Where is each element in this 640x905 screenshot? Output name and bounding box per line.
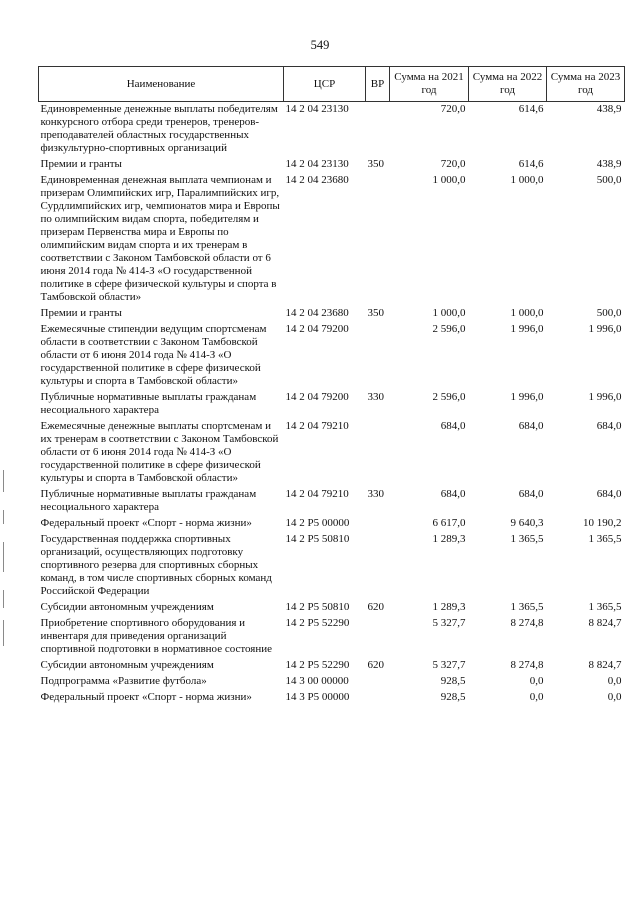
cell-sum-2022: 684,0 xyxy=(518,420,544,432)
cell-name: Публичные нормативные выплаты гражданам несоциального характера xyxy=(40,488,257,513)
cell-sum-2021: 1 000,0 xyxy=(432,307,466,319)
cell-csr: 14 2 04 23130 xyxy=(285,158,349,170)
cell-sum-2023: 0,0 xyxy=(607,675,622,687)
cell-sum-2021: 684,0 xyxy=(440,420,466,432)
cell-sum-2023: 684,0 xyxy=(596,420,622,432)
cell-name: Субсидии автономным учреждениям xyxy=(40,601,214,613)
header-vr: ВР xyxy=(366,67,390,102)
cell-sum-2022: 1 000,0 xyxy=(510,174,544,186)
header-csr: ЦСР xyxy=(284,67,366,102)
header-name: Наименование xyxy=(39,67,284,102)
cell-sum-2023: 1 996,0 xyxy=(588,323,622,335)
cell-vr xyxy=(366,322,390,390)
cell-csr: 14 2 04 23680 xyxy=(285,307,349,319)
cell-name: Федеральный проект «Спорт - норма жизни» xyxy=(40,691,252,703)
table-row xyxy=(39,419,625,487)
scan-margin-marks xyxy=(3,470,5,650)
cell-sum-2021: 928,5 xyxy=(440,675,466,687)
cell-sum-2021: 720,0 xyxy=(440,158,466,170)
cell-sum-2023: 0,0 xyxy=(607,691,622,703)
cell-sum-2022: 1 996,0 xyxy=(510,323,544,335)
cell-sum-2023: 8 824,7 xyxy=(588,659,622,671)
table-row xyxy=(39,306,625,322)
cell-sum-2022: 1 000,0 xyxy=(510,307,544,319)
cell-name: Премии и гранты xyxy=(40,307,122,319)
table-row xyxy=(39,532,625,600)
cell-vr xyxy=(366,690,390,706)
table-row xyxy=(39,658,625,674)
page-number: 549 xyxy=(310,38,330,52)
table-row xyxy=(39,674,625,690)
cell-name: Единовременные денежные выплаты победителям конкурсного отбора среди тренеров, тренеров-преподавателей областных государственных физкультурно-спортивных организаций xyxy=(40,103,278,154)
cell-csr: 14 2 P5 52290 xyxy=(285,659,350,671)
cell-csr: 14 2 04 79210 xyxy=(285,488,349,500)
cell-sum-2021: 684,0 xyxy=(440,488,466,500)
cell-sum-2023: 1 365,5 xyxy=(588,533,622,545)
cell-sum-2021: 6 617,0 xyxy=(432,517,466,529)
cell-vr xyxy=(366,102,390,158)
cell-sum-2023: 438,9 xyxy=(596,103,622,115)
cell-sum-2022: 8 274,8 xyxy=(510,617,544,629)
cell-name: Единовременная денежная выплата чемпионам и призерам Олимпийских игр, Паралимпийских игр, Сурдлимпийских игр, чемпионатов мира и Европы по олимпийским видам спорта, победителям и призерам Первенства мира и Европы по олимпийским видам спорта и их тренерам в соответствии с Законом Тамбовской области от 6 июня 2014 года № 414-З «О государственной политике в сфере физической культуры и спорта в Тамбовской области» xyxy=(40,174,280,303)
cell-csr: 14 2 04 79200 xyxy=(285,391,349,403)
cell-sum-2022: 1 996,0 xyxy=(510,391,544,403)
cell-sum-2023: 500,0 xyxy=(596,174,622,186)
cell-sum-2021: 1 289,3 xyxy=(432,533,466,545)
header-sum-2021: Сумма на 2021 год xyxy=(390,67,469,102)
cell-sum-2023: 8 824,7 xyxy=(588,617,622,629)
cell-sum-2021: 5 327,7 xyxy=(432,659,466,671)
cell-sum-2022: 0,0 xyxy=(529,691,544,703)
cell-vr xyxy=(366,532,390,600)
cell-vr: 350 xyxy=(367,307,384,319)
cell-vr xyxy=(366,616,390,658)
cell-vr: 620 xyxy=(367,659,384,671)
table-row xyxy=(39,516,625,532)
cell-sum-2022: 614,6 xyxy=(518,158,544,170)
cell-csr: 14 2 04 79200 xyxy=(285,323,349,335)
cell-name: Подпрограмма «Развитие футбола» xyxy=(40,675,207,687)
cell-sum-2021: 928,5 xyxy=(440,691,466,703)
cell-csr: 14 2 04 23130 xyxy=(285,103,349,115)
cell-sum-2023: 10 190,2 xyxy=(583,517,622,529)
cell-sum-2023: 500,0 xyxy=(596,307,622,319)
cell-name: Ежемесячные денежные выплаты спортсменам и их тренерам в соответствии с Законом Тамбовской области от 6 июня 2014 года № 414-З «О государственной политике в сфере физической культуры и спорта в Тамбовской области» xyxy=(40,420,279,484)
table-row xyxy=(39,102,625,158)
cell-name: Государственная поддержка спортивных организаций, осуществляющих подготовку спортивного резерва для спортивных сборных команд, в том числе спортивных сборных команд Российской Федерации xyxy=(40,533,272,597)
table-row xyxy=(39,487,625,516)
table-row xyxy=(39,322,625,390)
cell-sum-2021: 1 289,3 xyxy=(432,601,466,613)
cell-csr: 14 2 P5 50810 xyxy=(285,533,350,545)
cell-sum-2022: 1 365,5 xyxy=(510,601,544,613)
cell-name: Публичные нормативные выплаты гражданам несоциального характера xyxy=(40,391,257,416)
cell-vr: 330 xyxy=(367,391,384,403)
cell-vr: 330 xyxy=(367,488,384,500)
cell-vr: 620 xyxy=(367,601,384,613)
cell-name: Федеральный проект «Спорт - норма жизни» xyxy=(40,517,252,529)
cell-sum-2022: 8 274,8 xyxy=(510,659,544,671)
cell-sum-2021: 720,0 xyxy=(440,103,466,115)
cell-csr: 14 2 P5 50810 xyxy=(285,601,350,613)
cell-sum-2021: 2 596,0 xyxy=(432,391,466,403)
cell-sum-2022: 1 365,5 xyxy=(510,533,544,545)
cell-vr: 350 xyxy=(367,158,384,170)
header-sum-2022: Сумма на 2022 год xyxy=(469,67,547,102)
table-row xyxy=(39,600,625,616)
budget-table xyxy=(38,66,625,706)
cell-sum-2021: 2 596,0 xyxy=(432,323,466,335)
cell-sum-2022: 614,6 xyxy=(518,103,544,115)
table-row xyxy=(39,616,625,658)
table-row xyxy=(39,173,625,306)
cell-name: Ежемесячные стипендии ведущим спортсменам области в соответствии с Законом Тамбовской области от 6 июня 2014 года № 414-З «О государственной политике в сфере физической культуры и спорта в Тамбовской области» xyxy=(40,323,267,387)
cell-csr: 14 2 P5 00000 xyxy=(285,517,350,529)
cell-csr: 14 2 04 79210 xyxy=(285,420,349,432)
cell-sum-2023: 438,9 xyxy=(596,158,622,170)
table-row xyxy=(39,690,625,706)
cell-vr xyxy=(366,173,390,306)
header-sum-2023: Сумма на 2023 год xyxy=(547,67,625,102)
table-row xyxy=(39,157,625,173)
cell-sum-2023: 1 996,0 xyxy=(588,391,622,403)
cell-csr: 14 3 P5 00000 xyxy=(285,691,350,703)
cell-name: Премии и гранты xyxy=(40,158,122,170)
table-row xyxy=(39,390,625,419)
cell-vr xyxy=(366,674,390,690)
table-header xyxy=(39,67,625,102)
cell-csr: 14 3 00 00000 xyxy=(285,675,349,687)
cell-sum-2022: 0,0 xyxy=(529,675,544,687)
cell-sum-2021: 5 327,7 xyxy=(432,617,466,629)
cell-name: Приобретение спортивного оборудования и инвентаря для приведения организаций спортивной подготовки в нормативное состояние xyxy=(40,617,273,655)
table-body xyxy=(39,102,625,707)
cell-sum-2022: 684,0 xyxy=(518,488,544,500)
cell-sum-2021: 1 000,0 xyxy=(432,174,466,186)
cell-sum-2022: 9 640,3 xyxy=(510,517,544,529)
cell-csr: 14 2 04 23680 xyxy=(285,174,349,186)
cell-csr: 14 2 P5 52290 xyxy=(285,617,350,629)
cell-vr xyxy=(366,516,390,532)
cell-name: Субсидии автономным учреждениям xyxy=(40,659,214,671)
cell-sum-2023: 684,0 xyxy=(596,488,622,500)
cell-sum-2023: 1 365,5 xyxy=(588,601,622,613)
cell-vr xyxy=(366,419,390,487)
